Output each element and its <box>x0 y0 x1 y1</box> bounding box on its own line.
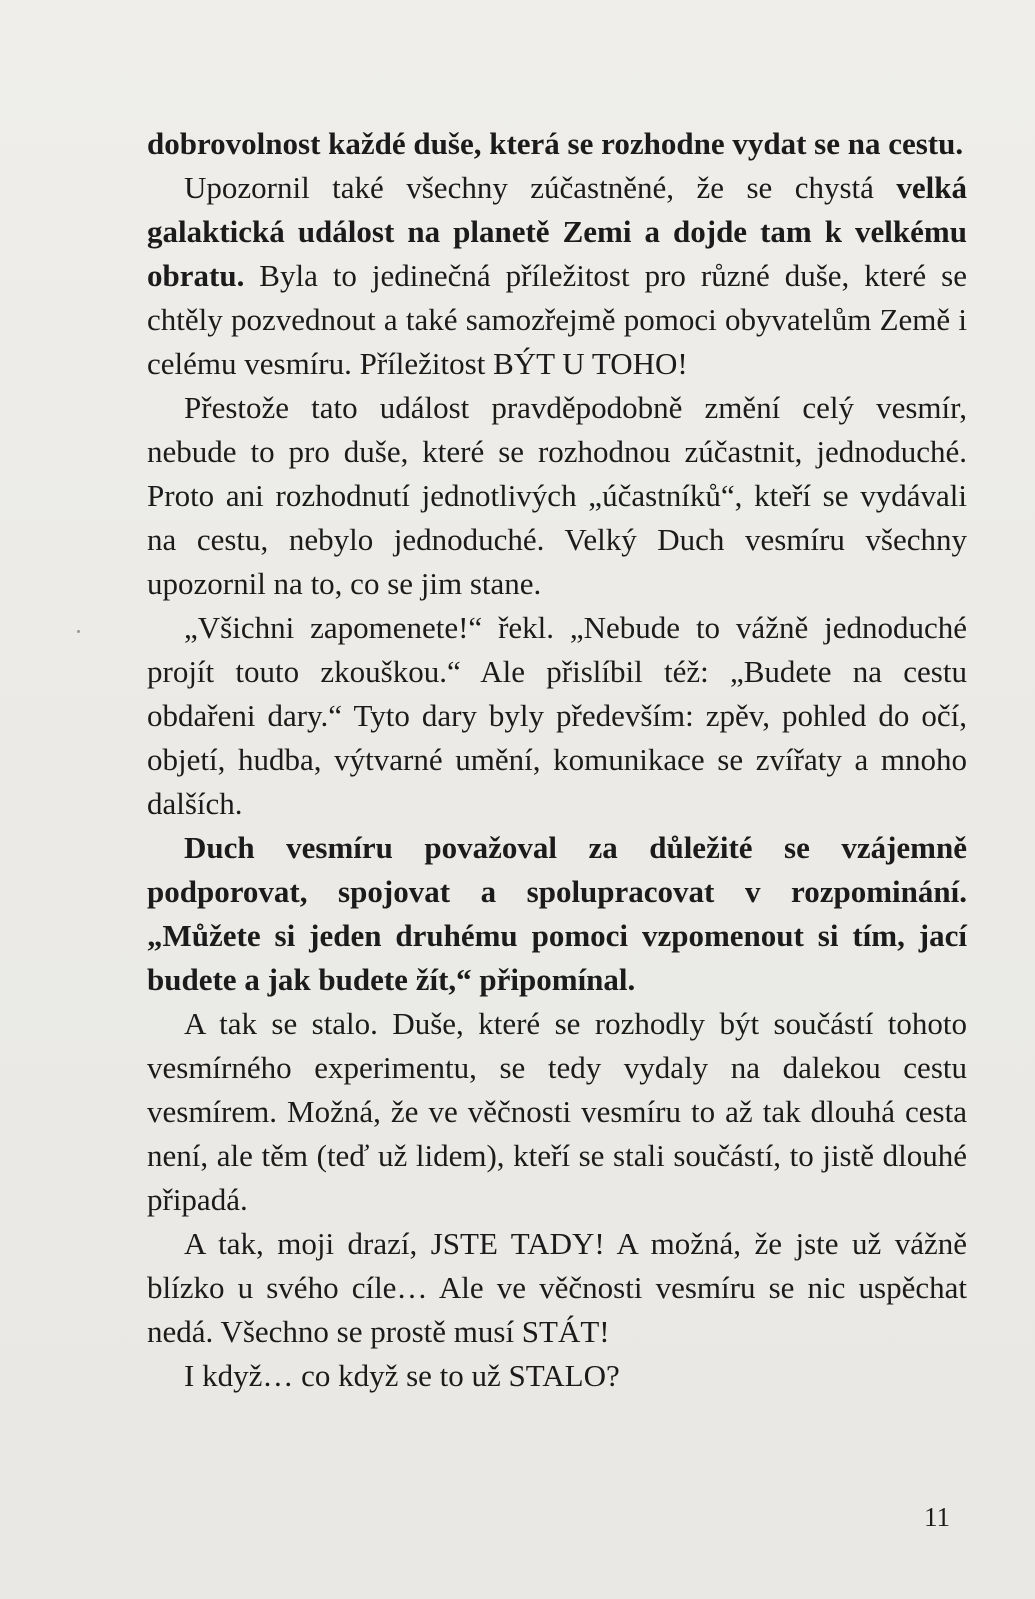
paragraph <box>147 1354 967 1398</box>
paper-speck <box>77 630 80 633</box>
text-run: I když… co když se to už STALO? <box>184 1358 620 1393</box>
text-run: Přestože tato událost pravděpodobně změní celý vesmír, nebude to pro duše, které se rozhodnou zúčastnit, jednoduché. Proto ani rozhodnutí jednotlivých „účastníků“, kteří se vydávali na cestu, nebylo jednoduché. Velký Duch vesmíru všechny upozornil na to, co se jim stane. <box>147 390 967 601</box>
paragraph <box>147 606 967 826</box>
paragraph <box>147 1222 967 1354</box>
text-run: Upozornil také všechny zúčastněné, že se chystá <box>184 170 897 205</box>
paragraph <box>147 826 967 1002</box>
page-text <box>147 122 967 1398</box>
bold-text-run: Duch vesmíru považoval za důležité se vzájemně podporovat, spojovat a spolupracovat v rozpominání. „Můžete si jeden druhému pomoci vzpomenout si tím, jací budete a jak budete žít,“ připomínal. <box>147 830 967 997</box>
paragraph <box>147 1002 967 1222</box>
text-run: A tak, moji drazí, JSTE TADY! A možná, že jste už vážně blízko u svého cíle… Ale ve věčnosti vesmíru se nic uspěchat nedá. Všechno se prostě musí STÁT! <box>147 1226 967 1349</box>
paragraph <box>147 122 967 166</box>
page-number: 11 <box>924 1502 950 1532</box>
paragraph <box>147 166 967 386</box>
text-run: „Všichni zapomenete!“ řekl. „Nebude to vážně jednoduché projít touto zkouškou.“ Ale přislíbil též: „Budete na cestu obdařeni dary.“ Tyto dary byly především: zpěv, pohled do očí, objetí, hudba, výtvarné umění, komunikace se zvířaty a mnoho dalších. <box>147 610 967 821</box>
text-run: A tak se stalo. Duše, které se rozhodly být součástí tohoto vesmírného experimentu, se tedy vydaly na dalekou cestu vesmírem. Možná, že ve věčnosti vesmíru to až tak dlouhá cesta není, ale těm (teď už lidem), kteří se stali součástí, to jistě dlouhé připadá. <box>147 1006 967 1217</box>
paragraph <box>147 386 967 606</box>
text-run: Byla to jedinečná příležitost pro různé duše, které se chtěly pozvednout a také samozřejmě pomoci obyvatelům Země i celému vesmíru. Příležitost BÝT U TOHO! <box>147 258 967 381</box>
bold-text-run: dobrovolnost každé duše, která se rozhodne vydat se na cestu. <box>147 126 964 161</box>
bold-text-run: velká galaktická událost na planetě Zemi a dojde tam k velkému obratu. <box>147 170 967 293</box>
